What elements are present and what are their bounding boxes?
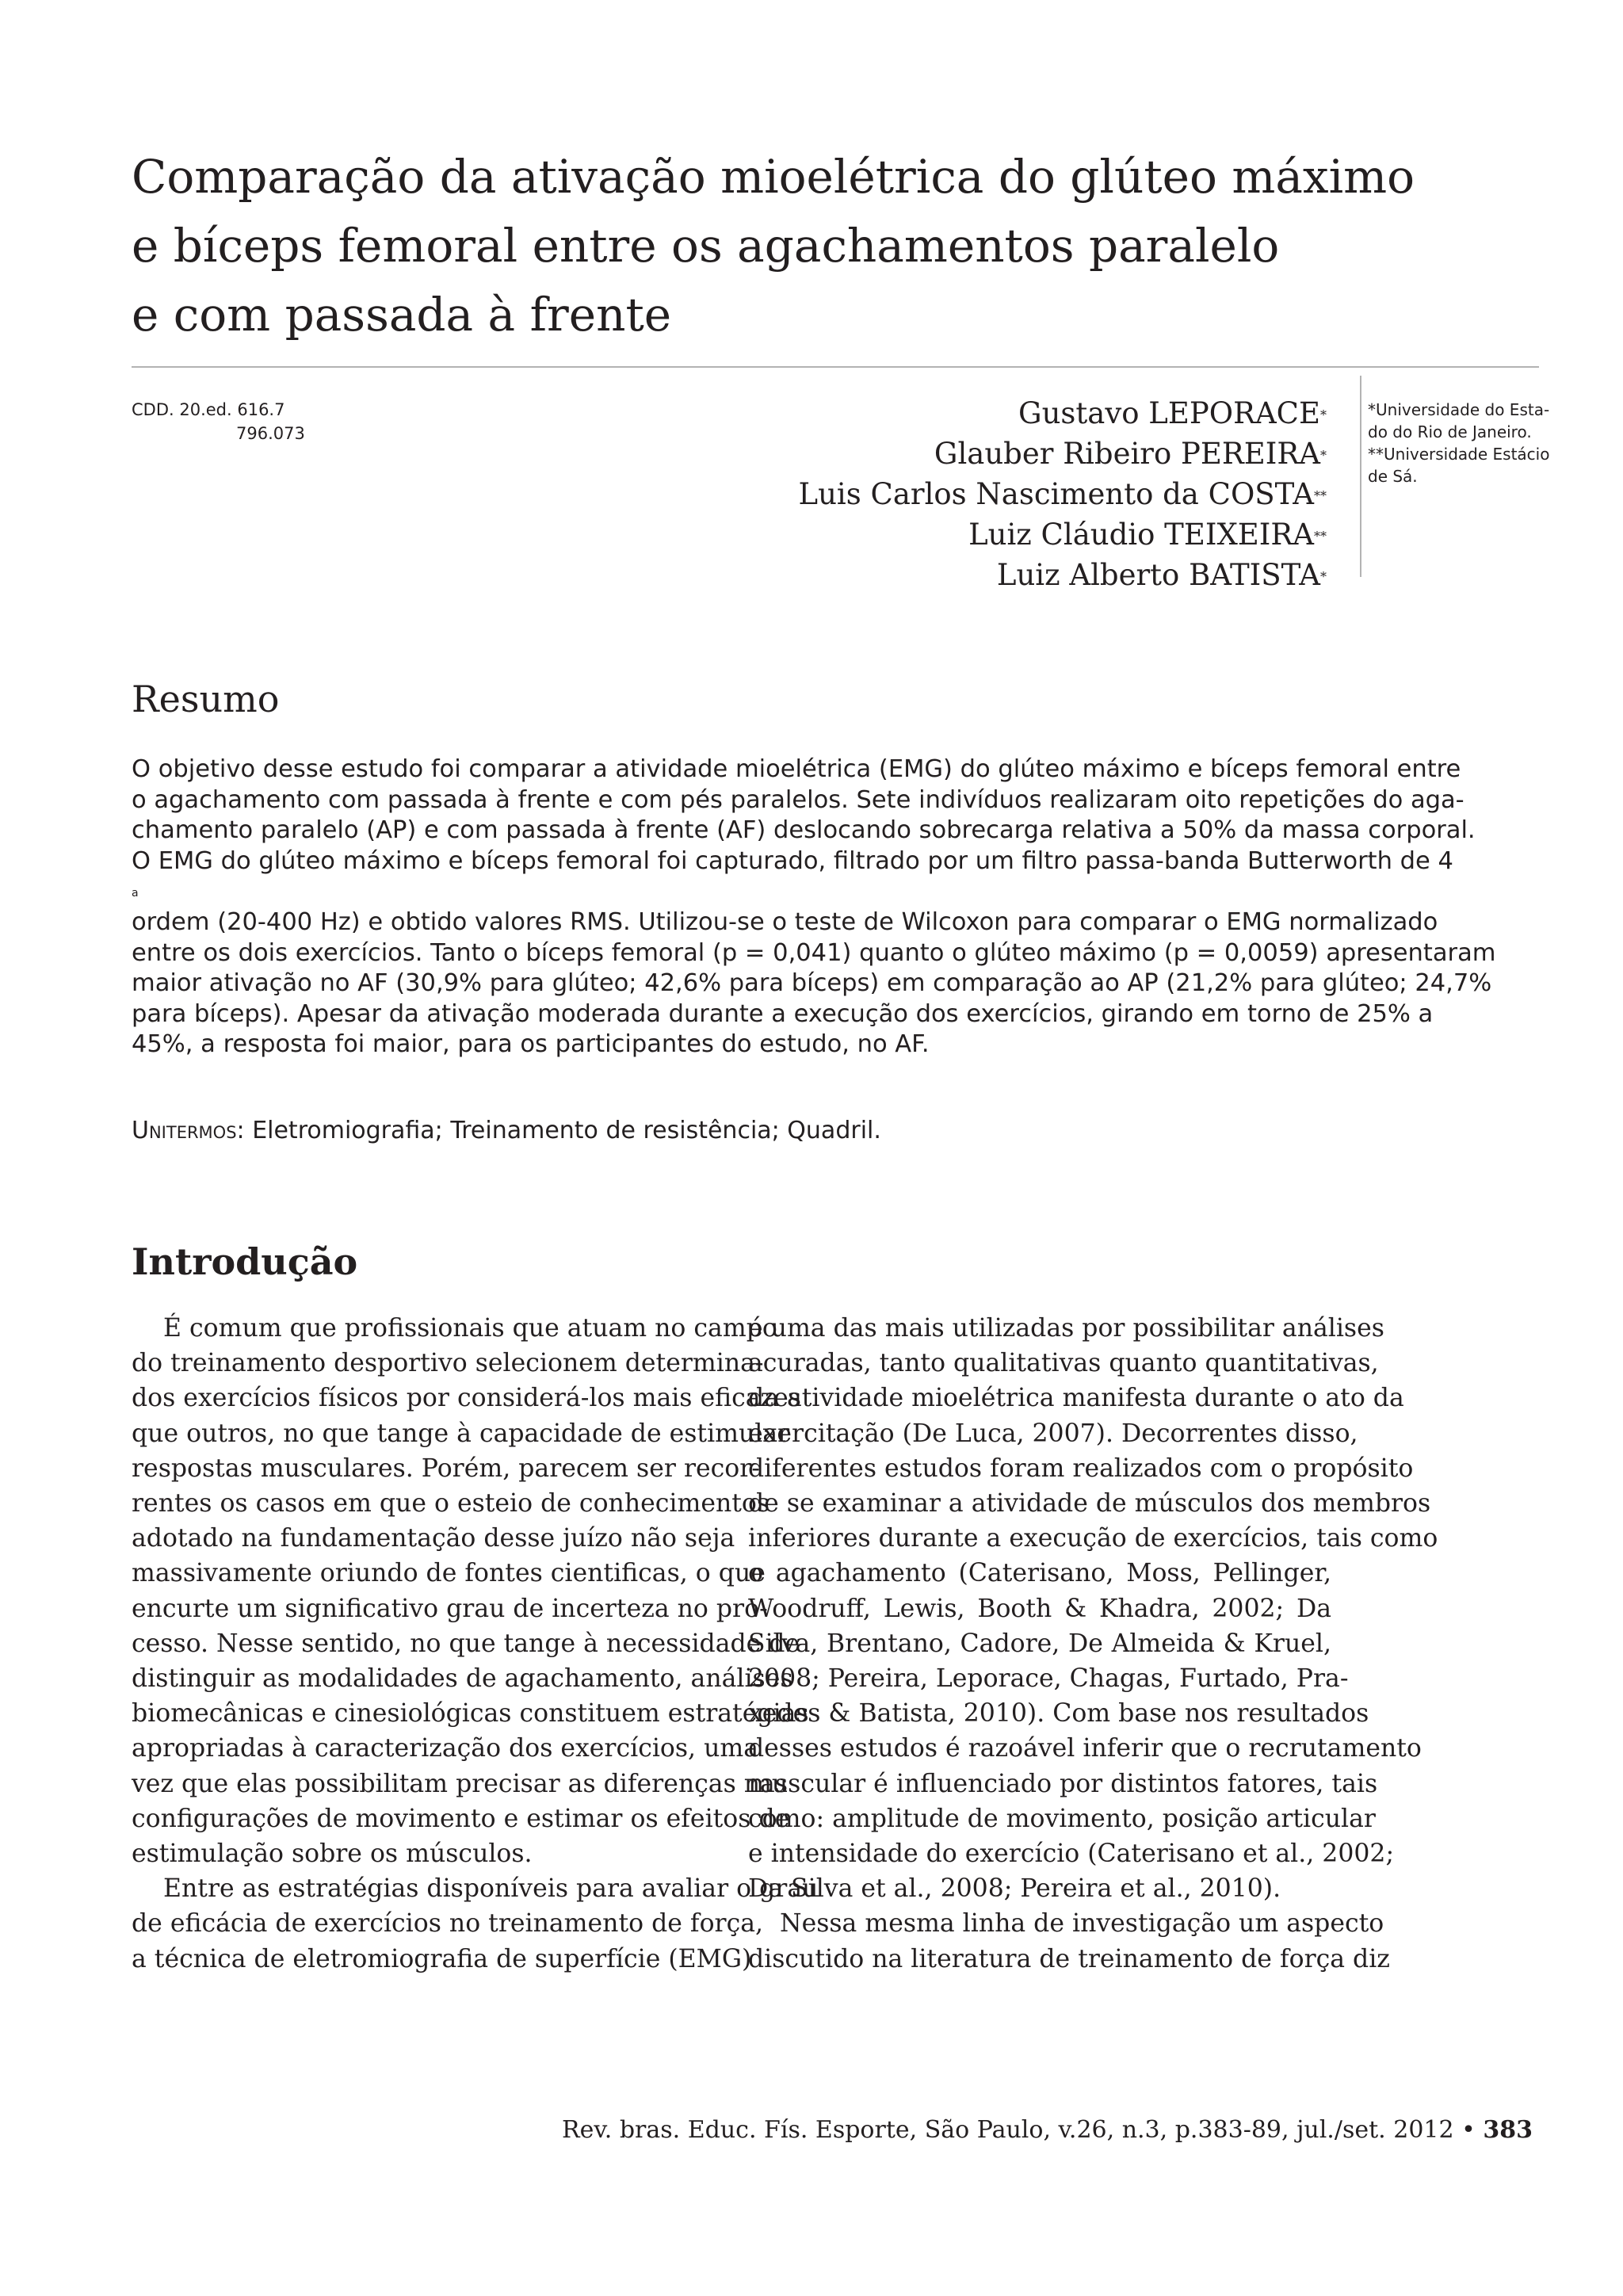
body-line: respostas musculares. Porém, parecem ser recor- [132, 1454, 760, 1483]
body-line: encurte um significativo grau de incerteza no pro- [132, 1594, 768, 1623]
keywords-text: Eletromiografia; Treinamento de resistência; Quadril. [252, 1117, 881, 1144]
body-line: de eficácia de exercícios no treinamento de força, [132, 1909, 764, 1939]
page-footer [555, 2115, 1533, 2146]
affiliation-line: *Universidade do Esta- [1368, 400, 1550, 419]
body-line: inferiores durante a execução de exercícios, tais como [748, 1524, 1438, 1553]
abstract-line: O objetivo desse estudo foi comparar a atividade mioelétrica (EMG) do glúteo máximo e bíceps femoral entre [132, 755, 1461, 783]
body-line: desses estudos é razoável inferir que o recrutamento [748, 1734, 1422, 1763]
body-line: Woodruff, Lewis, Booth & Khadra, 2002; Da [748, 1594, 1331, 1623]
body-line: Da Silva et al., 2008; Pereira et al., 2010). [748, 1874, 1281, 1904]
body-line: Nessa mesma linha de investigação um aspecto [780, 1909, 1384, 1939]
affiliation-line: do do Rio de Janeiro. [1368, 422, 1532, 441]
body-line: cesso. Nesse sentido, no que tange à necessidade de [132, 1629, 800, 1658]
abstract-line: para bíceps). Apesar da ativação moderada durante a execução dos exercícios, girando em torno de 25% a [132, 999, 1434, 1028]
abstract-line: 45%, a resposta foi maior, para os participantes do estudo, no AF. [132, 1030, 930, 1059]
ordinal-mark: a [132, 887, 139, 900]
author-name: Gustavo LEPORACE [1018, 396, 1320, 430]
body-line: dos exercícios físicos por considerá-los mais eficazes [132, 1384, 801, 1413]
body-line: É comum que profissionais que atuam no campo [163, 1314, 777, 1343]
body-line: e intensidade do exercício (Caterisano et al., 2002; [748, 1839, 1395, 1869]
cdd-line: CDD. 20.ed. 616.7 [132, 400, 285, 419]
abstract-line: entre os dois exercícios. Tanto o bíceps femoral (p = 0,041) quanto o glúteo máximo (p = 0,0059) apresentaram [132, 938, 1496, 967]
body-line: de se examinar a atividade de músculos dos membros [748, 1489, 1431, 1519]
body-column-right [748, 1311, 1438, 1977]
author [713, 514, 1327, 555]
body-line: é uma das mais utilizadas por possibilitar análises [748, 1314, 1384, 1343]
body-line: apropriadas à caracterização dos exercícios, uma [132, 1734, 759, 1763]
body-line: Entre as estratégias disponíveis para avaliar o grau [163, 1874, 819, 1904]
author [713, 434, 1327, 474]
body-line: 2008; Pereira, Leporace, Chagas, Furtado, Pra- [748, 1664, 1349, 1694]
cdd-classification [132, 398, 305, 445]
abstract-heading: Resumo [132, 678, 280, 720]
author-name: Luis Carlos Nascimento da COSTA [798, 477, 1314, 511]
cdd-line: 796.073 [236, 424, 305, 443]
body-line: discutido na literatura de treinamento de força diz [748, 1944, 1390, 1973]
author-name: Luiz Alberto BATISTA [996, 558, 1320, 592]
body-line: rentes os casos em que o esteio de conhecimentos [132, 1489, 770, 1519]
body-line: acuradas, tanto qualitativas quanto quantitativas, [748, 1349, 1379, 1378]
body-line: Silva, Brentano, Cadore, De Almeida & Kruel, [748, 1629, 1331, 1658]
title-line: e bíceps femoral entre os agachamentos paralelo [132, 219, 1280, 273]
affiliation-line: de Sá. [1368, 467, 1418, 486]
affiliation-divider [1360, 376, 1361, 577]
body-column-left [132, 1311, 819, 1977]
journal-citation: Rev. bras. Educ. Fís. Esporte, São Paulo, v.26, n.3, p.383-89, jul./set. 2012 [562, 2116, 1454, 2144]
abstract-line: ordem (20-400 Hz) e obtido valores RMS. Utilizou-se o teste de Wilcoxon para comparar o EMG normalizado [132, 907, 1438, 936]
body-line: configurações de movimento e estimar os efeitos de [132, 1804, 790, 1833]
abstract-line: o agachamento com passada à frente e com pés paralelos. Sete indivíduos realizaram oito repetições do aga- [132, 785, 1465, 814]
abstract-line [132, 846, 1453, 907]
introduction-heading: Introdução [132, 1240, 358, 1283]
affiliation-mark: ** [1314, 488, 1327, 503]
abstract-body [132, 755, 1496, 1060]
footer-separator: • [1461, 2116, 1476, 2144]
author [713, 474, 1327, 514]
body-line: o agachamento (Caterisano, Moss, Pellinger, [748, 1559, 1331, 1588]
abstract-line: chamento paralelo (AP) e com passada à frente (AF) deslocando sobrecarga relativa a 50% da massa corporal. [132, 816, 1476, 845]
keywords-label: Unitermos: [132, 1117, 245, 1144]
body-line: estimulação sobre os músculos. [132, 1839, 533, 1869]
affiliation-line: **Universidade Estácio [1368, 445, 1550, 464]
body-line: muscular é influenciado por distintos fatores, tais [748, 1769, 1378, 1798]
body-line: da atividade mioelétrica manifesta durante o ato da [748, 1384, 1404, 1413]
article-title [132, 143, 1415, 350]
body-line: que outros, no que tange à capacidade de estimular [132, 1419, 790, 1448]
body-line: do treinamento desportivo selecionem determina- [132, 1349, 764, 1378]
title-line: e com passada à frente [132, 288, 672, 342]
affiliation-mark: * [1320, 569, 1327, 584]
page-number: 383 [1483, 2116, 1533, 2144]
body-line: distinguir as modalidades de agachamento, análises [132, 1664, 793, 1694]
author-list [713, 393, 1327, 595]
title-divider [132, 366, 1539, 368]
author [713, 555, 1327, 595]
abstract-line-text: O EMG do glúteo máximo e bíceps femoral foi capturado, filtrado por um filtro passa-banda Butterworth de 4 [132, 846, 1453, 875]
body-line: exercitação (De Luca, 2007). Decorrentes disso, [748, 1419, 1358, 1448]
title-line: Comparação da ativação mioelétrica do glúteo máximo [132, 150, 1415, 204]
body-line: xedes & Batista, 2010). Com base nos resultados [748, 1699, 1369, 1729]
body-line: biomecânicas e cinesiológicas constituem estratégias [132, 1699, 809, 1729]
affiliation-mark: ** [1314, 529, 1327, 544]
body-line: como: amplitude de movimento, posição articular [748, 1804, 1376, 1833]
body-line: diferentes estudos foram realizados com o propósito [748, 1454, 1414, 1483]
affiliations [1368, 399, 1550, 487]
body-line: vez que elas possibilitam precisar as diferenças nas [132, 1769, 788, 1798]
body-line: a técnica de eletromiografia de superfície (EMG) [132, 1944, 752, 1973]
author-name: Glauber Ribeiro PEREIRA [934, 437, 1320, 471]
body-line: massivamente oriundo de fontes cientificas, o que [132, 1559, 766, 1588]
author [713, 393, 1327, 434]
body-line: adotado na fundamentação desse juízo não seja [132, 1524, 735, 1553]
keywords [132, 1116, 881, 1146]
abstract-line: maior ativação no AF (30,9% para glúteo; 42,6% para bíceps) em comparação ao AP (21,2% para glúteo; 24,7% [132, 969, 1492, 998]
affiliation-mark: * [1320, 407, 1327, 422]
author-name: Luiz Cláudio TEIXEIRA [968, 518, 1314, 552]
affiliation-mark: * [1320, 448, 1327, 463]
